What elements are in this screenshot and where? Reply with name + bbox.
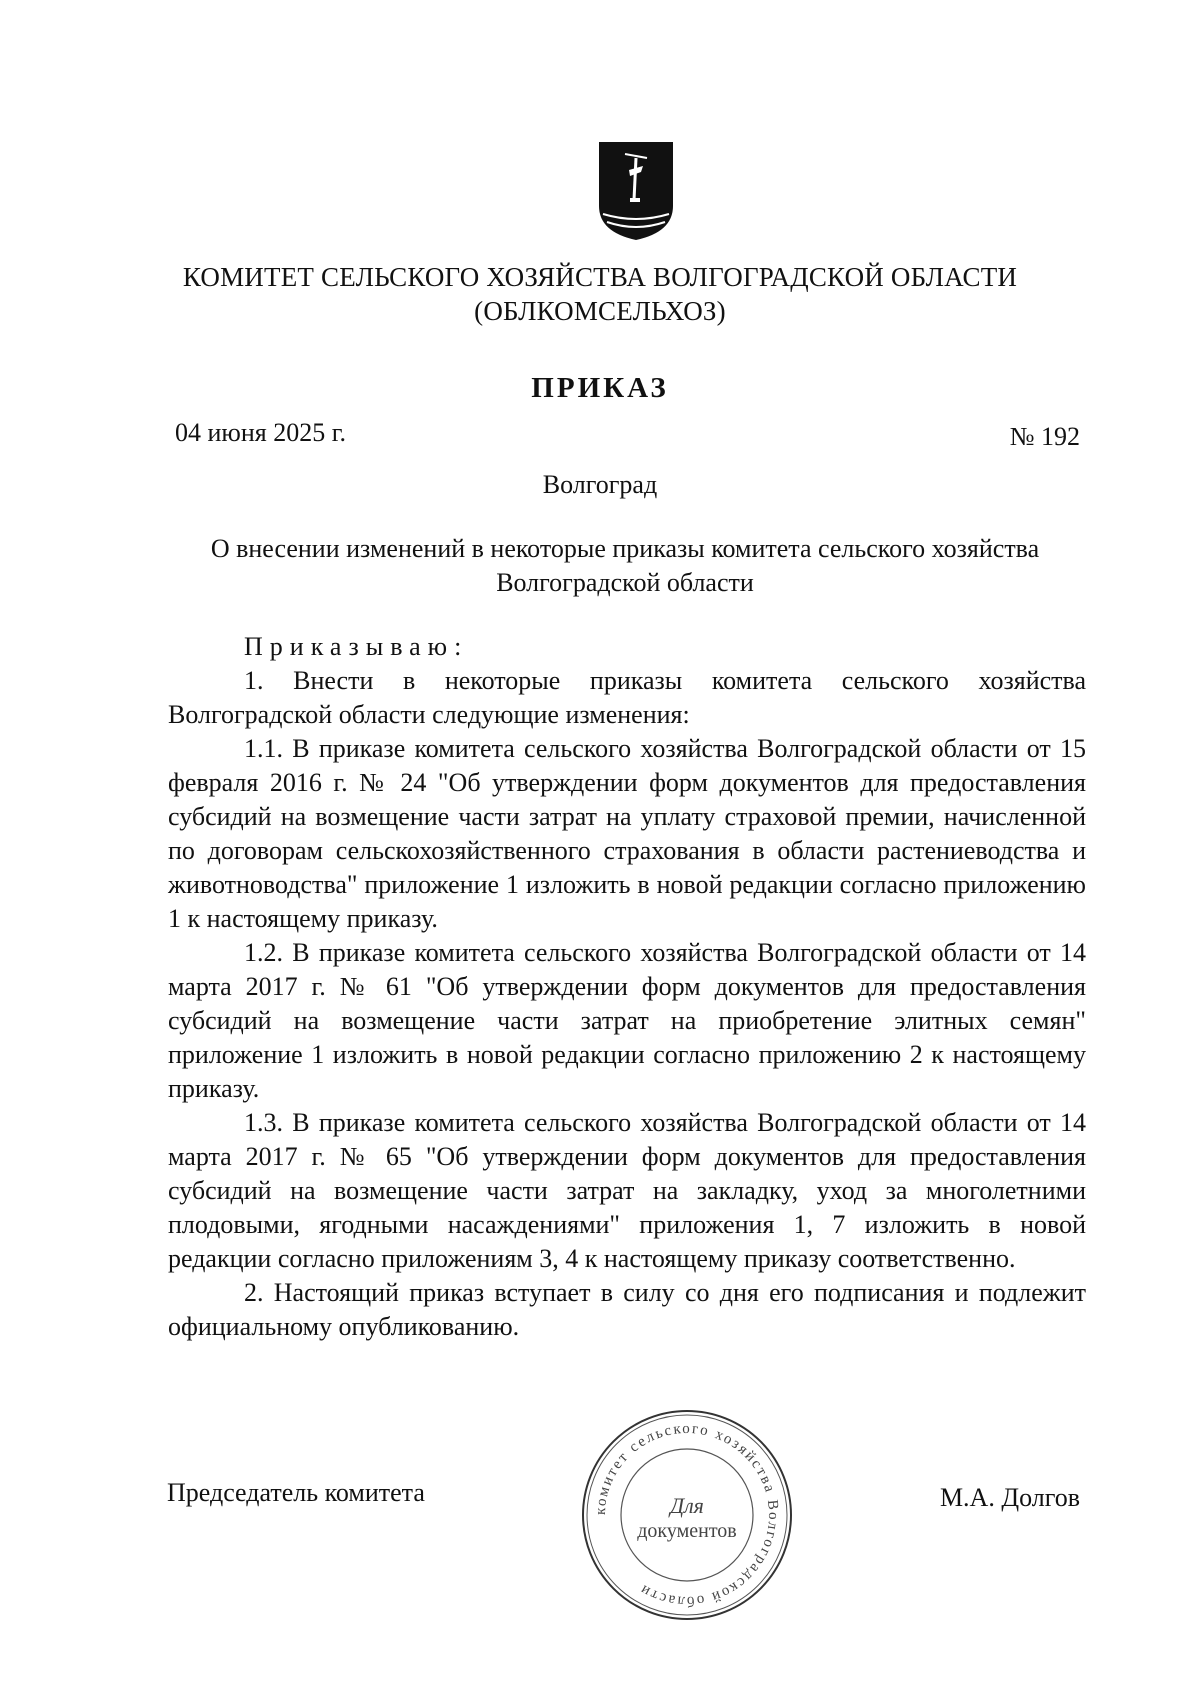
coat-of-arms-icon <box>597 140 675 242</box>
stamp-center-line2: документов <box>637 1520 737 1542</box>
paragraph-2: 2. Настоящий приказ вступает в силу со дня его подписания и подлежит официальному опубликованию. <box>168 1278 1086 1341</box>
signatory-title: Председатель комитета <box>167 1478 425 1507</box>
paragraph-1-1: 1.1. В приказе комитета сельского хозяйства Волгоградской области от 15 февраля 2016 г. № 24 "Об утверждении форм документов для предоставления субсидий на возмещение части затрат на уплату страховой премии, начисленной по договорам сельскохозяйственного страхования в области растениеводства и животноводства" приложение 1 изложить в новой редакции согласно приложению 1 к настоящему приказу. <box>168 734 1086 933</box>
document-date: 04 июня 2025 г. <box>175 418 346 447</box>
authority-name: КОМИТЕТ СЕЛЬСКОГО ХОЗЯЙСТВА ВОЛГОГРАДСКОЙ ОБЛАСТИ <box>182 262 1018 292</box>
signatory-name: М.А. Долгов <box>939 1483 1080 1512</box>
stamp-center-line1: Для <box>670 1493 704 1518</box>
orders-word-text: Приказываю: <box>244 632 469 661</box>
orders-word <box>168 630 1086 664</box>
document-city: Волгоград <box>542 470 658 499</box>
document-subject: О внесении изменений в некоторые приказы комитета сельского хозяйства Волгоградской области <box>210 534 1040 597</box>
official-stamp <box>577 1405 797 1625</box>
paragraph-1-2: 1.2. В приказе комитета сельского хозяйства Волгоградской области от 14 марта 2017 г. № 61 "Об утверждении форм документов для предоставления субсидий на возмещение части затрат на приобретение элитных семян" приложение 1 изложить в новой редакции согласно приложению 2 к настоящему приказу. <box>168 938 1086 1103</box>
document-number: № 192 <box>1009 422 1080 451</box>
paragraph-1: 1. Внести в некоторые приказы комитета сельского хозяйства Волгоградской области следующие изменения: <box>168 666 1086 729</box>
stamp-ring-text: комитет сельского хозяйства Волгоградской области <box>592 1420 782 1610</box>
document-body <box>168 630 1086 1344</box>
authority-short-name: (ОБЛКОМСЕЛЬХОЗ) <box>474 296 726 326</box>
document-type: ПРИКАЗ <box>531 372 669 404</box>
paragraph-1-3: 1.3. В приказе комитета сельского хозяйства Волгоградской области от 14 марта 2017 г. № 65 "Об утверждении форм документов для предоставления субсидий на возмещение части затрат на закладку, уход за многолетними плодовыми, ягодными насаждениями" приложения 1, 7 изложить в новой редакции согласно приложениям 3, 4 к настоящему приказу соответственно. <box>168 1108 1086 1273</box>
